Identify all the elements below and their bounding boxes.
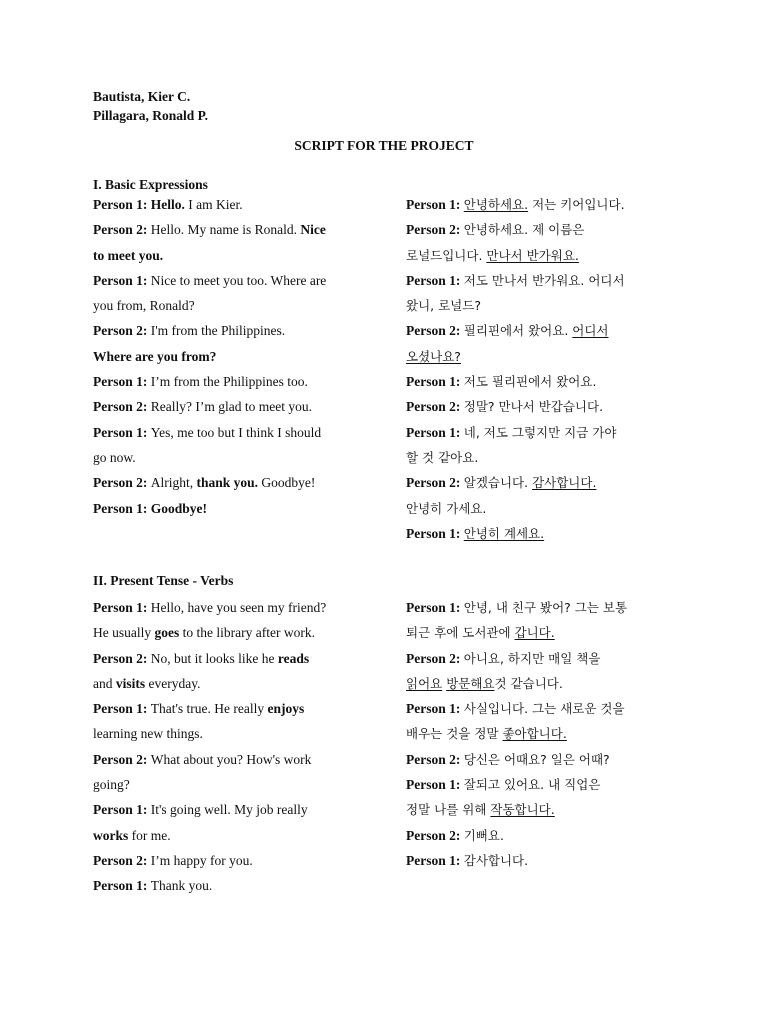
text-run: Alright, [150,475,197,491]
dialogue-line [93,496,383,521]
section-1-korean [406,192,696,546]
bold-text: to meet you. [93,247,164,263]
dialogue-line [93,848,383,873]
underlined-text: 좋아합니다. [502,726,567,742]
section-1-heading: I. Basic Expressions [93,177,208,192]
underlined-text: 방문해요 [446,675,495,691]
text-run: 기뻐요. [463,827,504,843]
dialogue-line [406,445,696,470]
document-title: SCRIPT FOR THE PROJECT [294,138,474,153]
dialogue-line [406,217,696,242]
authors-block [93,87,208,125]
dialogue-line [406,747,696,772]
bold-text: Person 2: [93,222,151,238]
bold-text: Where are you from? [93,348,217,364]
dialogue-line [406,394,696,419]
dialogue-line [93,243,383,268]
dialogue-line [93,873,383,898]
underlined-text: 오셨나요? [406,348,461,364]
dialogue-line [406,420,696,445]
text-run: I am Kier. [184,197,243,212]
bold-text: Person 1: [93,197,151,212]
text-run: 잘되고 있어요. 내 직업은 [463,777,601,793]
bold-text: Person 2: [406,827,464,843]
author-1: Bautista, Kier C. [93,89,191,104]
dialogue-line [406,797,696,822]
dialogue-line [93,344,383,369]
bold-text: Person 2: [93,650,151,666]
bold-text: Person 1: [93,802,151,818]
text-run: 안녕하세요. 제 이름은 [463,222,585,238]
dialogue-line [406,620,696,645]
text-run: 왔니, 로널드? [406,298,481,314]
bold-text: Person 2: [406,323,464,339]
dialogue-line [406,293,696,318]
text-run: That's true. He really [150,701,268,717]
dialogue-line [406,696,696,721]
text-run: I’m from the Philippines too. [150,374,308,390]
dialogue-line [406,369,696,394]
text-run: 당신은 어때요? 일은 어때? [463,751,610,767]
text-run: 퇴근 후에 도서관에 [406,625,515,641]
dialogue-line [93,217,383,242]
bold-text: goes [154,625,180,641]
text-run: 로널드입니다. [406,247,487,263]
dialogue-line [93,369,383,394]
dialogue-line [93,470,383,495]
text-run: 알겠습니다. [463,475,533,491]
text-run: 배우는 것을 정말 [406,726,503,742]
dialogue-line [93,445,383,470]
text-run: I’m happy for you. [150,852,253,868]
dialogue-line [406,595,696,620]
dialogue-line [93,318,383,343]
dialogue-line [406,318,696,343]
author-2: Pillagara, Ronald P. [93,108,209,123]
bold-text: Person 1: [406,424,464,440]
dialogue-line [93,797,383,822]
text-run: 사실입니다. 그는 새로운 것을 [463,701,625,717]
bold-text: Person 2: [406,475,464,491]
underlined-text: 작동합니다. [490,802,555,818]
dialogue-line [406,521,696,546]
bold-text: reads [277,650,310,666]
underlined-text: 안녕히 계세요. [463,525,545,541]
bold-text: Person 1: [93,272,151,288]
bold-text: Person 2: [93,751,151,767]
dialogue-line [406,721,696,746]
bold-text: Person 1: [93,500,151,516]
dialogue-line [93,420,383,445]
bold-text: Person 1: [406,272,464,288]
dialogue-line [93,192,383,217]
bold-text: Person 1: [406,852,464,868]
section-1-english [93,192,383,521]
bold-text: Person 1: [93,374,151,390]
text-run: Yes, me too but I think I should [150,424,322,440]
text-run: 저도 만나서 반가워요. 어디서 [463,272,625,288]
text-run: going? [93,777,130,793]
bold-text: Person 1: [406,600,464,615]
dialogue-line [93,671,383,696]
underlined-text: 안녕하세요. [463,197,529,212]
bold-text: Person 1: [406,374,464,390]
bold-text: enjoys [267,701,305,717]
text-run: 저는 키어입니다. [528,197,625,212]
text-run: He usually [93,625,155,641]
section-2-english [93,595,383,899]
dialogue-line [406,496,696,521]
text-run: Goodbye! [258,475,316,491]
dialogue-line [93,268,383,293]
text-run: and [93,675,116,691]
text-run: I'm from the Philippines. [150,323,286,339]
section-2-korean [406,595,696,873]
dialogue-line [406,243,696,268]
dialogue-line [93,696,383,721]
dialogue-line [93,747,383,772]
dialogue-line [406,848,696,873]
section-2-heading: II. Present Tense - Verbs [93,573,234,588]
text-run: 저도 필리핀에서 왔어요. [463,374,597,390]
text-run: 아니요, 하지만 매일 책을 [463,650,601,666]
text-run: you from, Ronald? [93,298,195,314]
text-run: No, but it looks like he [150,650,278,666]
bold-text: Person 1: [406,197,464,212]
text-run: 안녕, 내 친구 봤어? 그는 보통 [463,600,628,615]
bold-text: Goodbye! [150,500,208,516]
underlined-text: 갑니다. [514,625,555,641]
dialogue-line [406,646,696,671]
text-run: for me. [128,827,171,843]
dialogue-line [93,394,383,419]
bold-text: Nice [300,222,326,238]
bold-text: Person 2: [93,323,151,339]
dialogue-line [406,192,696,217]
dialogue-line [93,293,383,318]
dialogue-line [406,772,696,797]
text-run: 정말? 만나서 반갑습니다. [463,399,604,415]
dialogue-line [406,344,696,369]
bold-text: Person 2: [406,222,464,238]
bold-text: Person 1: [93,424,151,440]
dialogue-line [93,646,383,671]
bold-text: Person 1: [93,878,151,894]
underlined-text: 만나서 반가워요. [486,247,579,263]
bold-text: Person 2: [93,852,151,868]
bold-text: Person 1: [406,701,464,717]
bold-text: thank you. [196,475,259,491]
dialogue-line [406,268,696,293]
text-run: learning new things. [93,726,203,742]
dialogue-line [93,595,383,620]
bold-text: Person 2: [406,751,464,767]
text-run: 것 같습니다. [494,675,563,691]
bold-text: Person 1: [406,777,464,793]
dialogue-line [93,721,383,746]
text-run: What about you? How's work [150,751,312,767]
dialogue-line [93,823,383,848]
text-run: 필리핀에서 왔어요. [463,323,573,339]
bold-text: Person 2: [406,650,464,666]
underlined-text: 읽어요 [406,675,443,691]
text-run: Thank you. [150,878,213,894]
underlined-text: 감사합니다. [532,475,597,491]
text-run: 할 것 같아요. [406,449,479,465]
dialogue-line [406,470,696,495]
bold-text: Person 1: [406,525,464,541]
bold-text: Hello. [150,197,185,212]
bold-text: works [93,827,129,843]
text-run: Hello, have you seen my friend? [150,600,327,615]
dialogue-line [406,671,696,696]
text-run: It's going well. My job really [150,802,308,818]
text-run: Nice to meet you too. Where are [150,272,327,288]
text-run: 정말 나를 위해 [406,802,491,818]
text-run: Really? I’m glad to meet you. [150,399,312,415]
text-run: 네, 저도 그렇지만 지금 가야 [463,424,617,440]
bold-text: Person 2: [93,475,151,491]
dialogue-line [93,772,383,797]
text-run: Hello. My name is Ronald. [150,222,301,238]
bold-text: Person 1: [93,701,151,717]
underlined-text: 어디서 [572,323,609,339]
dialogue-line [406,823,696,848]
text-run: go now. [93,449,136,465]
bold-text: Person 2: [406,399,464,415]
text-run: 감사합니다. [463,852,529,868]
text-run: 안녕히 가세요. [406,500,487,516]
dialogue-line [93,620,383,645]
text-run: to the library after work. [179,625,315,641]
bold-text: visits [115,675,146,691]
bold-text: Person 2: [93,399,151,415]
text-run: everyday. [145,675,201,691]
bold-text: Person 1: [93,600,151,615]
